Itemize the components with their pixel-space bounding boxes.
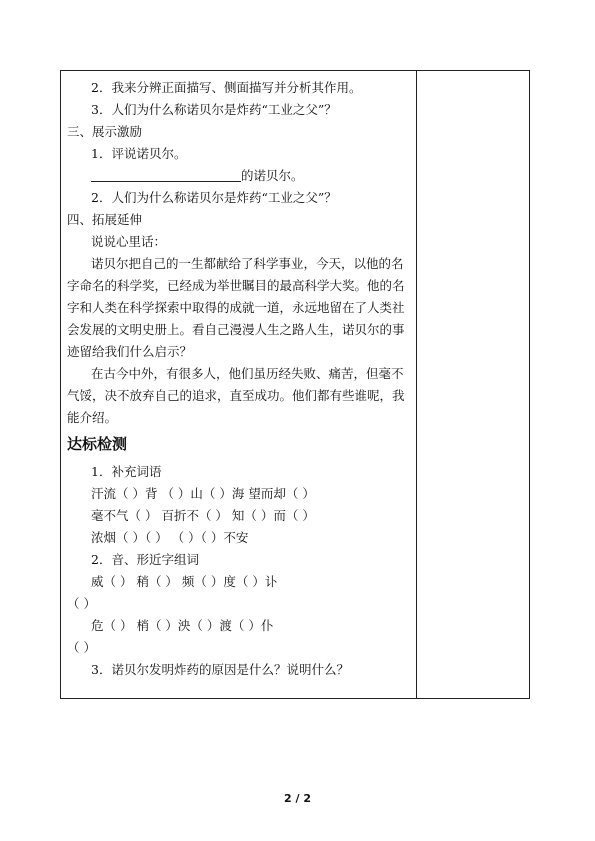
blank-suffix: 的诺贝尔。 (241, 168, 304, 183)
exercise-line: 1．补充词语 (91, 464, 162, 479)
exercise-line: 汗流（ ）背 （ ）山（ ）海 望而却（ ） (91, 486, 315, 501)
item-line: 1．评说诺贝尔。 (91, 146, 187, 161)
exercise-line: （ ） (67, 640, 96, 655)
item-line: 说说心里话： (91, 234, 167, 249)
lesson-table (60, 70, 530, 699)
lesson-content (67, 77, 411, 681)
fill-blank-line (67, 165, 411, 187)
exercise-line: 2．音、形近字组词 (91, 552, 199, 567)
section-heading: 达标检测 (67, 435, 128, 453)
exercise-line: 3．诺贝尔发明炸药的原因是什么？说明什么？ (91, 662, 349, 677)
exercise-line: 威（ ） 稍（ ） 频（ ）度（ ）讣 (91, 574, 278, 589)
exercise-line: 浓烟（ ）（ ） （ ）（ ）不安 (91, 530, 249, 545)
exercise-line: 毫不气（ ） 百折不（ ） 知（ ）而（ ） (91, 508, 315, 523)
section-title: 四、拓展延伸 (67, 212, 143, 227)
item-line: 3．人们为什么称诺贝尔是炸药“工业之父”？ (91, 102, 337, 117)
column-divider (416, 71, 417, 698)
exercise-line: （ ） (67, 596, 96, 611)
answer-blank (91, 167, 241, 182)
item-line: 2．人们为什么称诺贝尔是炸药“工业之父”？ (91, 190, 337, 205)
paragraph: 诺贝尔把自己的一生都献给了科学事业，今天，以他的名字命名的科学奖，已经成为举世瞩目的最高科学大奖。他的名字和人类在科学探索中取得的成就一道，永远地留在了人类社会发展的文明史册上。看自己漫漫人生之路人生，诺贝尔的事迹留给我们什么启示？ (67, 256, 405, 359)
exercise-line: 危（ ） 梢（ ）泱（ ）渡（ ）仆 (91, 618, 274, 633)
section-title: 三、展示激励 (67, 124, 143, 139)
item-line: 2．我来分辨正面描写、侧面描写并分析其作用。 (91, 80, 362, 95)
page-number: 2 / 2 (284, 792, 311, 805)
paragraph: 在古今中外，有很多人，他们虽历经失败、痛苦，但毫不气馁，决不放弃自己的追求，直至成功。他们都有些谁呢，我能介绍。 (67, 366, 405, 425)
